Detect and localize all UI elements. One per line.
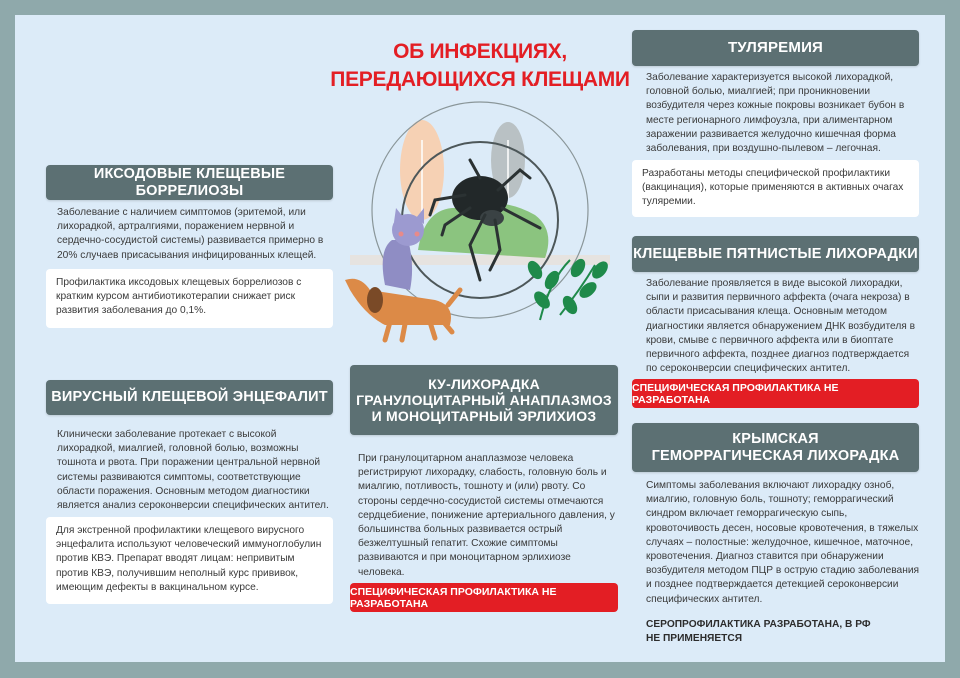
spotted-fever-badge-label: СПЕЦИФИЧЕСКАЯ ПРОФИЛАКТИКА НЕ РАЗРАБОТАНА [632,381,839,406]
q-fever-badge-label: СПЕЦИФИЧЕСКАЯ ПРОФИЛАКТИКА НЕ РАЗРАБОТАНА [350,585,557,610]
crimean-fever-description: Симптомы заболевания включают лихорадку озноб, миалгию, головную боль, тошноту; геморрагический синдром включает геморрагическую сыпь, кровоточивость десен, носовые кровотечения, в тяжелых случаях – полостные: желудочное, кишечное, маточное, кровотечения. Диагноз ставится при обнаружении возбудителя методом ПЦР в острую стадию заболевания и позднее подтверждается детекцией сероконверсии специфических антител. [646,480,920,605]
tick-illustration [330,100,630,350]
q-fever-description: При гранулоцитарном анаплазмозе человека регистрируют лихорадку, слабость, головную боль и миалгию, потливость, тошноту и (или) рвоту. Со стороны сердечно-сосудистой системы отмечаются сердцебиение, понижение артериального давления, у большинства больных развивается острый безжелтушный гепатит. Схожие симптомы развиваются и при моноцитарном эрлихиозе человека. [358,453,615,578]
cat-icon [383,208,424,290]
q-fever-no-prevention-badge [350,583,618,612]
encephalitis-prevention-card: Для экстренной профилактики клещевого вирусного энцефалита используют человеческий иммуноглобулин против КВЭ. Препарат вводят лицам: непривитым против КВЭ, получившим неполный курс прививок, имеющим дефекты в вакцинальном курсе. [46,517,333,604]
plant-icon [525,256,611,320]
tularemia-description: Заболевание характеризуется высокой лихорадкой, головной болью, миалгией; при проникновении возбудителя через кожные покровы возникает бубон в месте регионарного лимфоузла, при алиментарном заражении развивается желудочно кишечная форма заболевания, при воздушно-пылевом – легочная. [646,72,905,155]
q-fever-title-line-2: ГРАНУЛОЦИТАРНЫЙ АНАПЛАЗМОЗ [356,391,612,408]
encephalitis-title: ВИРУСНЫЙ КЛЕЩЕВОЙ ЭНЦЕФАЛИТ [51,389,328,406]
spotted-fever-description: Заболевание проявляется в виде высокой лихорадки, сыпи и развития первичного аффекта (очага некроза) в области присасывания клеща. Основным методом диагностики является обнаружением ДНК возбудителя в крови, смыве с первичного аффекта или в биоптате первичного аффекта, позднее диагноз подтверждается по сероконверсии специфических антител. [646,278,916,375]
q-fever-header [350,365,618,435]
crimean-fever-header [632,423,919,472]
tularemia-title: ТУЛЯРЕМИЯ [727,39,824,57]
borreliosis-prevention-card: Профилактика иксодовых клещевых боррелиозов с кратким курсом антибиотикотерапии снижает риск развития заболевания до 0,1%. [46,269,333,328]
borreliosis-description: Заболевание с наличием симптомов (эритемой, или лихорадкой, артралгиями, поражением нервной и сердечно-сосудистой системы) развивается примерно в 20% случаев присасывания инфицированных клещей. [57,207,324,261]
spotted-fever-no-prevention-badge [632,379,919,408]
crimean-fever-note [646,618,921,646]
spotted-fever-title: КЛЕЩЕВЫЕ ПЯТНИСТЫЕ ЛИХОРАДКИ [633,245,918,262]
title-line-1: ОБ ИНФЕКЦИЯХ, [393,40,567,63]
crimean-fever-title-line-1: КРЫМСКАЯ [732,430,819,447]
borreliosis-header [46,165,333,200]
q-fever-title-line-1: КУ-ЛИХОРАДКА [428,375,540,392]
crimean-fever-note-line-1: СЕРОПРОФИЛАКТИКА РАЗРАБОТАНА, В РФ [646,619,871,630]
encephalitis-description: Клинически заболевание протекает с высокой лихорадкой, миалгией, головной болью, возможны тошнота и рвота. При поражении центральной нервной системы развиваются симптомы, соответствующие области поражения. Основным методом диагностики является анализ сероконверсии специфических антител. [57,429,329,512]
title-line-2: ПЕРЕДАЮЩИХСЯ КЛЕЩАМИ [330,68,630,91]
tularemia-header [632,30,919,66]
page-title [330,38,630,94]
borreliosis-title: ИКСОДОВЫЕ КЛЕЩЕВЫЕ БОРРЕЛИОЗЫ [93,165,286,199]
crimean-fever-note-line-2: НЕ ПРИМЕНЯЕТСЯ [646,633,743,644]
tularemia-prevention-card: Разработаны методы специфической профилактики (вакцинация), которые применяются в активных очагах туляремии. [632,160,919,217]
crimean-fever-title-line-2: ГЕМОРРАГИЧЕСКАЯ ЛИХОРАДКА [651,447,900,464]
encephalitis-header [46,380,333,415]
q-fever-title-line-3: И МОНОЦИТАРНЫЙ ЭРЛИХИОЗ [371,408,597,425]
spotted-fever-header [632,236,919,272]
